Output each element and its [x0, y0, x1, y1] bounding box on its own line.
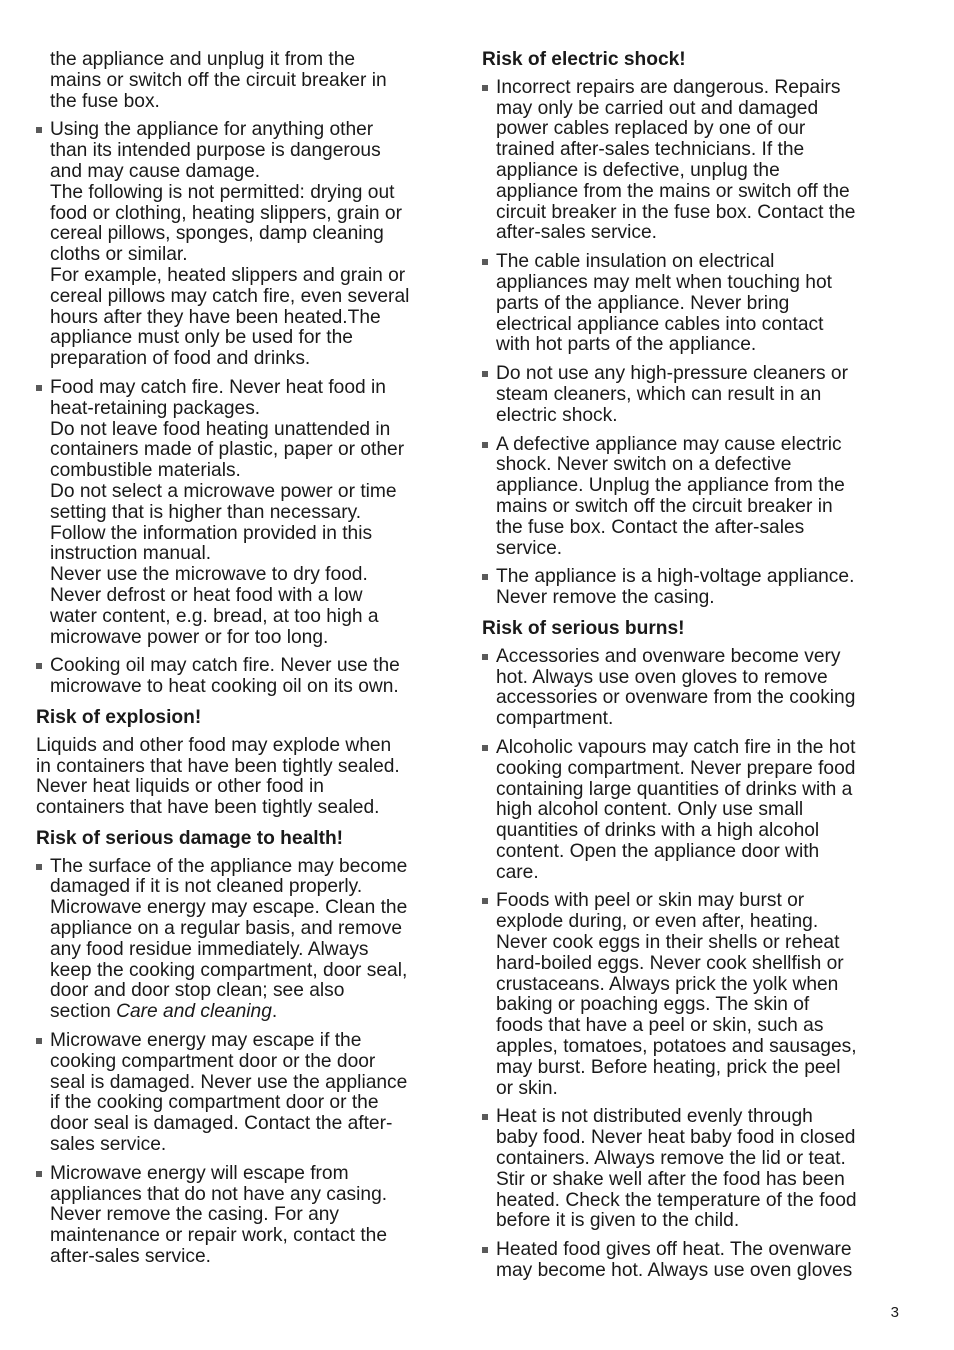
text-line: Never cook eggs in their shells or reheat [496, 932, 840, 954]
text-line: Do not leave food heating unattended in [50, 418, 391, 440]
bullet-item [482, 435, 902, 560]
text-line: combustible materials. [50, 460, 241, 482]
text-line: appliance on a regular basis, and remove [50, 918, 402, 940]
page-number: 3 [890, 1304, 899, 1321]
text-line: explode during, or even after, heating. [496, 911, 819, 933]
bullet-group [36, 120, 454, 698]
text-line: For example, heated slippers and grain or [50, 264, 406, 286]
text-line: Never heat liquids or other food in [36, 776, 324, 798]
text-line: circuit breaker in the fuse box. Contact the [496, 201, 856, 223]
bullet-item [482, 1107, 902, 1232]
text-line: Never use the microwave to dry food. [50, 564, 368, 586]
text-line: microwave to heat cooking oil on its own. [50, 676, 399, 698]
text-line: Foods with peel or skin may burst or [496, 890, 805, 912]
bullet-group [482, 647, 902, 1282]
text-line: after-sales service. [50, 1246, 212, 1268]
text-line: high alcohol content. Only use small [496, 799, 804, 821]
bullet-item [36, 378, 454, 648]
text-line: Microwave energy may escape if the [50, 1030, 362, 1052]
text-line: cooking compartment. Never prepare food [496, 757, 856, 779]
text-line: mains or switch off the circuit breaker in [50, 69, 387, 91]
left-column [36, 50, 454, 1276]
text-line: hard-boiled eggs. Never cook shellfish or [496, 952, 844, 974]
bullet-item [36, 857, 454, 1023]
text-line: appliance is defective, unplug the [496, 159, 780, 181]
text-line: containing large quantities of drinks with a [496, 778, 853, 800]
text-line: baking or poaching eggs. The skin of [496, 994, 810, 1016]
text-line: appliances may melt when touching hot [496, 271, 832, 293]
text-line: shock. Never switch on a defective [496, 454, 792, 476]
text-line: power cables replaced by one of our [496, 118, 806, 140]
heading-risk-of-damage-to-health: Risk of serious damage to health! [36, 827, 344, 849]
text-line: Microwave energy will escape from [50, 1162, 349, 1184]
heading-risk-of-electric-shock: Risk of electric shock! [482, 49, 686, 70]
text-line: maintenance or repair work, contact the [50, 1225, 388, 1247]
text-line: after-sales service. [496, 222, 658, 244]
text-line: crustaceans. Always prick the yolk when [496, 973, 839, 995]
text: . [271, 1001, 278, 1023]
text-line: The following is not permitted: drying out [50, 181, 395, 203]
text-line: Do not select a microwave power or time [50, 480, 397, 502]
bullet-item [482, 567, 902, 609]
right-column [482, 50, 902, 1290]
text-line: content. Open the appliance door with [496, 840, 820, 862]
text-line: cereal pillows may catch fire, even several [50, 285, 410, 307]
text-line: Alcoholic vapours may catch fire in the hot [496, 736, 856, 758]
text-line: before it is given to the child. [496, 1210, 740, 1232]
text-line: The appliance is a high-voltage appliance. [496, 566, 855, 588]
text-line: may burst. Before heating, prick the peel [496, 1056, 841, 1078]
section-reference: Care and cleaning [116, 1001, 272, 1023]
text-line: appliance from the mains or switch off the [496, 180, 850, 202]
text-line: Never remove the casing. [496, 587, 715, 609]
text-line: food or clothing, heating slippers, grain or [50, 202, 402, 224]
text-line: accessories or ovenware from the cooking [496, 687, 856, 709]
bullet-item [482, 738, 902, 884]
text-line: appliances that do not have any casing. [50, 1183, 388, 1205]
text-line: electric shock. [496, 404, 618, 426]
text-line: Follow the information provided in this [50, 522, 373, 544]
text-line: than its intended purpose is dangerous [50, 140, 381, 162]
text-line: cereal pillows, sponges, damp cleaning [50, 223, 384, 245]
text-line: cloths or similar. [50, 244, 188, 266]
bullet-item [482, 891, 902, 1099]
text-line: electrical appliance cables into contact [496, 313, 824, 335]
text-line: appliance must only be used for the [50, 327, 353, 349]
text-line: instruction manual. [50, 543, 212, 565]
text-line: Cooking oil may catch fire. Never use the [50, 655, 400, 677]
text-line: trained after-sales technicians. If the [496, 139, 805, 161]
text-line: the fuse box. Contact the after-sales [496, 516, 805, 538]
text-line: cooking compartment door or the door [50, 1050, 376, 1072]
text-line: Accessories and ovenware become very [496, 645, 841, 667]
text-line: in containers that have been tightly sealed. [36, 755, 400, 777]
text-line: heat-retaining packages. [50, 397, 261, 419]
text-line: appliance. Unplug the appliance from the [496, 475, 845, 497]
text-line: A defective appliance may cause electric [496, 433, 842, 455]
text-line: heated. Check the temperature of the food [496, 1189, 857, 1211]
text-line: apples, tomatoes, potatoes and sausages, [496, 1036, 857, 1058]
text-line: keep the cooking compartment, door seal, [50, 959, 408, 981]
text-line: quantities of drinks with a high alcohol [496, 820, 820, 842]
text-line: Heated food gives off heat. The ovenware [496, 1239, 852, 1261]
text-line: or skin. [496, 1077, 558, 1099]
text-line: Heat is not distributed evenly through [496, 1106, 813, 1128]
text-line: Stir or shake well after the food has been [496, 1168, 845, 1190]
text-line: parts of the appliance. Never bring [496, 292, 790, 314]
bullet-item [36, 656, 454, 698]
bullet-item [482, 364, 902, 426]
text-line: care. [496, 861, 539, 883]
text-line: Do not use any high-pressure cleaners or [496, 363, 848, 385]
bullet-item [36, 1164, 454, 1268]
text-line: baby food. Never heat baby food in closed [496, 1127, 856, 1149]
text-line: the fuse box. [50, 90, 160, 112]
text-line: and may cause damage. [50, 160, 261, 182]
bullet-item [482, 252, 902, 356]
text-line: service. [496, 537, 563, 559]
continued-paragraph [36, 50, 454, 112]
text-line: Using the appliance for anything other [50, 119, 374, 141]
text-line: hot. Always use oven gloves to remove [496, 666, 828, 688]
text-line: containers that have been tightly sealed. [36, 797, 380, 819]
text-line: compartment. [496, 708, 614, 730]
text-line: the appliance and unplug it from the [50, 49, 356, 70]
bullet-item [482, 78, 902, 244]
text-line: damaged if it is not cleaned properly. [50, 876, 363, 898]
text-line: if the cooking compartment door or the [50, 1092, 379, 1114]
text-line: may only be carried out and damaged [496, 97, 819, 119]
text-line: door and door stop clean; see also [50, 980, 345, 1002]
text-line: mains or switch off the circuit breaker in [496, 495, 833, 517]
text-line: Food may catch fire. Never heat food in [50, 376, 386, 398]
text-line: foods that have a peel or skin, such as [496, 1015, 824, 1037]
text-line: with hot parts of the appliance. [496, 334, 757, 356]
text-line: steam cleaners, which can result in an [496, 383, 822, 405]
text-line: seal is damaged. Never use the appliance [50, 1071, 408, 1093]
heading-risk-of-explosion: Risk of explosion! [36, 706, 202, 728]
text-line: containers. Always remove the lid or teat. [496, 1148, 846, 1170]
bullet-item [36, 120, 454, 370]
text-line: Liquids and other food may explode when [36, 734, 392, 756]
text-line: preparation of food and drinks. [50, 348, 311, 370]
text-line: microwave power or for too long. [50, 626, 329, 648]
text-line: The surface of the appliance may become [50, 855, 408, 877]
bullet-group [482, 78, 902, 609]
text-line: any food residue immediately. Always [50, 938, 369, 960]
bullet-item [36, 1031, 454, 1156]
bullet-group [36, 1031, 454, 1268]
bullet-item [482, 647, 902, 730]
text-line: Never remove the casing. For any [50, 1204, 340, 1226]
bullet-lines [50, 857, 454, 1003]
text-line: setting that is higher than necessary. [50, 501, 362, 523]
text-line: Never defrost or heat food with a low [50, 584, 363, 606]
heading-risk-of-serious-burns: Risk of serious burns! [482, 617, 685, 639]
text-line: Microwave energy may escape. Clean the [50, 897, 408, 919]
bullet-item [482, 1240, 902, 1282]
text-line: hours after they have been heated.The [50, 306, 381, 328]
text-line: The cable insulation on electrical [496, 251, 775, 273]
text-line: Incorrect repairs are dangerous. Repairs [496, 76, 841, 98]
text: section [50, 1001, 117, 1023]
bullet-line [50, 1002, 454, 1023]
text-line: containers made of plastic, paper or other [50, 439, 405, 461]
text-line: door seal is damaged. Contact the after- [50, 1113, 393, 1135]
explosion-paragraph [36, 736, 454, 819]
text-line: water content, e.g. bread, at too high a [50, 605, 379, 627]
text-line: may become hot. Always use oven gloves [496, 1260, 853, 1282]
text-line: sales service. [50, 1134, 167, 1156]
